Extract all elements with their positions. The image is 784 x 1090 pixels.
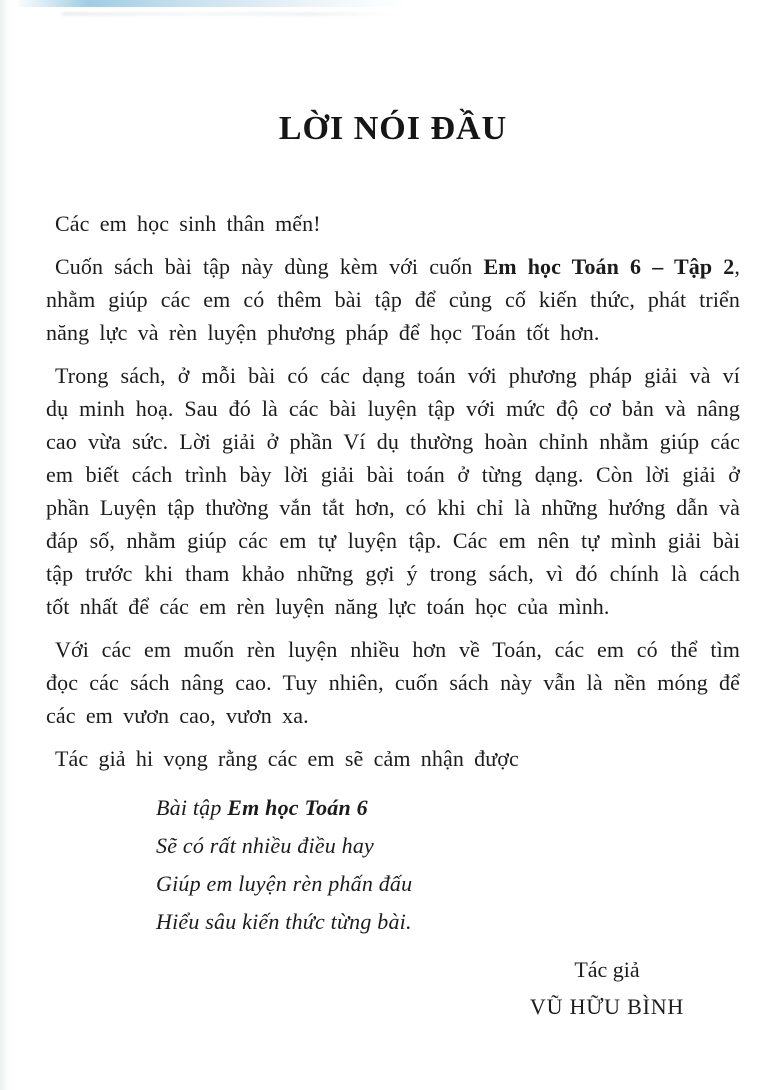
verse-line-4: Hiểu sâu kiến thức từng bài. [156, 909, 412, 934]
paragraph-hope: Tác giả hi vọng rằng các em sẽ cảm nhận được [55, 746, 519, 771]
paragraph-greeting [46, 207, 740, 240]
verse-line-3: Giúp em luyện rèn phấn đấu [156, 871, 413, 896]
signature-name: VŨ HỮU BÌNH [529, 994, 685, 1019]
page-title: LỜI NÓI ĐẦU [278, 110, 508, 147]
signature-role: Tác giả [574, 957, 640, 982]
verse-block [156, 789, 740, 941]
paragraph-intro-post: , nhằm giúp các em có thêm bài tập để củng cố kiến thức, phát triển năng lực và rèn luyện phương pháp để học Toán tốt hơn. [46, 254, 740, 345]
paragraph-intro-book-title: Em học Toán 6 – Tập 2 [483, 254, 735, 279]
verse-line-1-pre: Bài tập [156, 795, 228, 820]
greeting-text: Các em học sinh thân mến! [55, 211, 321, 236]
signature-block [522, 953, 692, 1023]
paragraph-method: Trong sách, ở mỗi bài có các dạng toán với phương pháp giải và ví dụ minh hoạ. Sau đó là các bài luyện tập với mức độ cơ bản và nâng cao vừa sức. Lời giải ở phần Ví dụ thường hoàn chỉnh nhằm giúp các em biết cách trình bày lời giải bài toán ở từng dạng. Còn lời giải ở phần Luyện tập thường vắn tắt hơn, có khi chỉ là những hướng dẫn và đáp số, nhằm giúp các em tự luyện tập. Các em nên tự mình giải bài tập trước khi tham khảo những gợi ý trong sách, vì đó chính là cách tốt nhất để các em rèn luyện năng lực toán học của mình. [46, 363, 740, 619]
paragraph-intro-pre: Cuốn sách bài tập này dùng kèm với cuốn [55, 254, 484, 279]
paragraph-advanced: Với các em muốn rèn luyện nhiều hơn về Toán, các em có thể tìm đọc các sách nâng cao. Tuy nhiên, cuốn sách này vẫn là nền móng để các em vươn cao, vươn xa. [46, 637, 740, 728]
verse-line-2: Sẽ có rất nhiều điều hay [156, 833, 375, 858]
paragraph-intro [46, 250, 740, 349]
verse-line-1 [156, 789, 740, 827]
verse-line-1-book-title: Em học Toán 6 [227, 795, 368, 820]
